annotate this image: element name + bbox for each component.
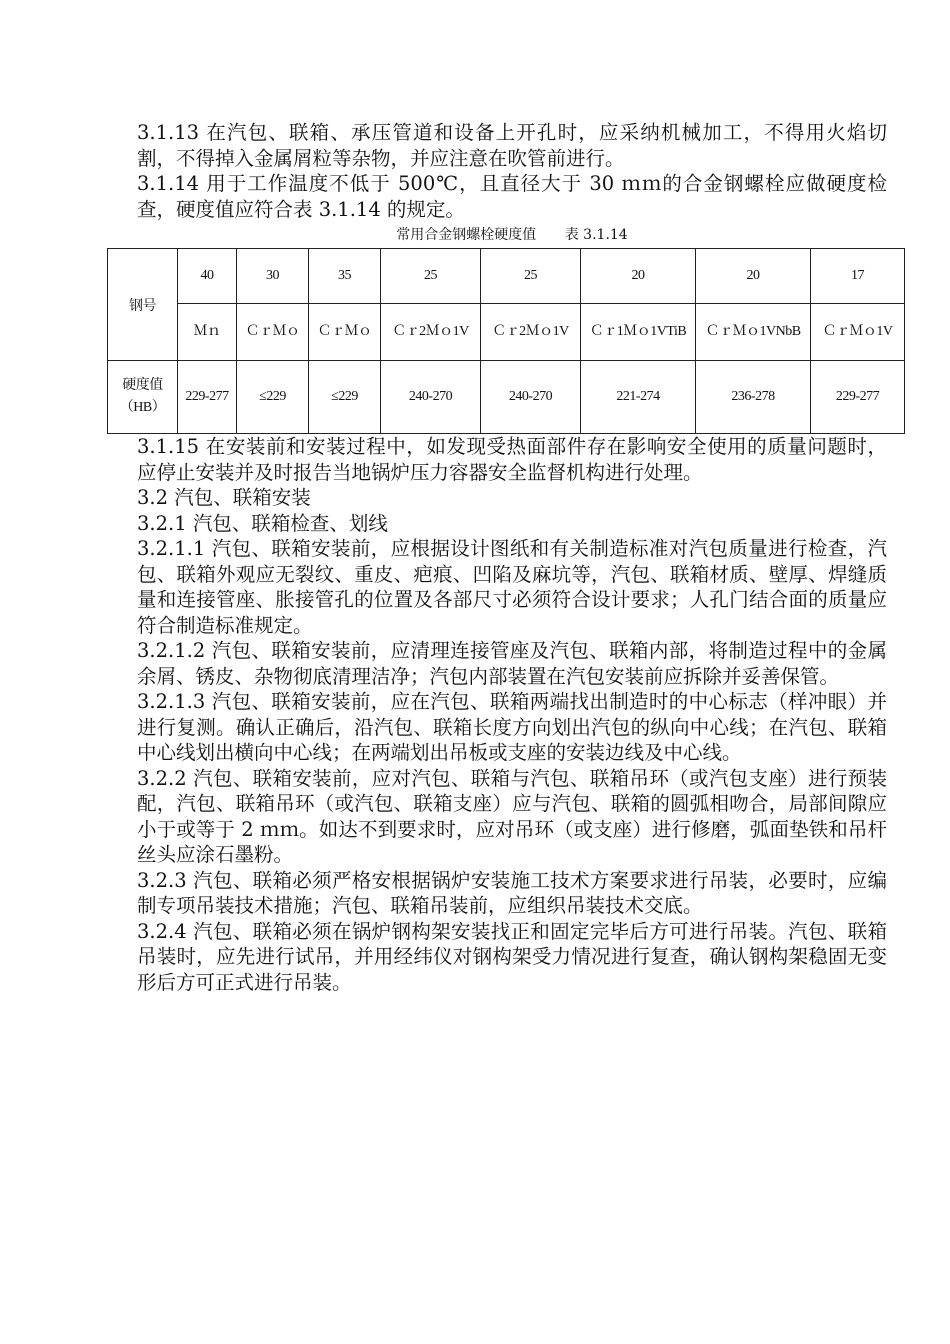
- paragraph-3-1-14: 3.1.14 用于工作温度不低于 500℃，且直径大于 30 ｍｍ的合金钢螺栓应做硬度检查，硬度值应符合表 3.1.14 的规定。: [137, 172, 887, 221]
- hardness-header-cell: 硬度值（HB）: [108, 361, 178, 434]
- hardness-value-cell: 229-277: [178, 361, 237, 434]
- paragraph-3-2-1-3: 3.2.1.3 汽包、联箱安装前，应在汽包、联箱两端找出制造时的中心标志（样冲眼）并进行复测。确认正确后，沿汽包、联箱长度方向划出汽包的纵向中心线；在汽包、联箱中心线划出横向中心线；在两端划出吊板或支座的安装边线及中心线。: [137, 690, 887, 764]
- table-caption: [137, 224, 887, 244]
- table-caption-number: 表 3.1.14: [564, 227, 628, 243]
- hardness-value-cell: ≤229: [237, 361, 309, 434]
- table-caption-title: 常用合金钢螺栓硬度值: [396, 227, 537, 243]
- paragraph-3-2-1-1: 3.2.1.1 汽包、联箱安装前，应根据设计图纸和有关制造标准对汽包质量进行检查，汽包、联箱外观应无裂纹、重皮、疤痕、凹陷及麻坑等，汽包、联箱材质、壁厚、焊缝质量和连接管座、胀接管孔的位置及各部尺寸必须符合设计要求；人孔门结合面的质量应符合制造标准规定。: [137, 537, 887, 637]
- paragraph-3-2-3: 3.2.3 汽包、联箱必须严格安根据锅炉安装施工技术方案要求进行吊装，必要时，应编制专项吊装技术措施；汽包、联箱吊装前，应组织吊装技术交底。: [137, 868, 887, 917]
- grade-number-cell: 20: [581, 249, 696, 304]
- hardness-value-cell: 221-274: [581, 361, 696, 434]
- grade-number-cell: 35: [309, 249, 381, 304]
- grade-name-cell: ＣｒＭｏ1VNbB: [696, 304, 811, 361]
- grade-number-cell: 17: [811, 249, 905, 304]
- bolt-hardness-table: [107, 248, 905, 434]
- grade-number-cell: 40: [178, 249, 237, 304]
- paragraph-3-2-1-2: 3.2.1.2 汽包、联箱安装前，应清理连接管座及汽包、联箱内部，将制造过程中的金属余屑、锈皮、杂物彻底清理洁净；汽包内部装置在汽包安装前应拆除并妥善保管。: [137, 639, 887, 688]
- grade-number-cell: 30: [237, 249, 309, 304]
- grade-name-cell: Ｍｎ: [178, 304, 237, 361]
- document-page: [119, 120, 893, 995]
- paragraph-3-2-2: 3.2.2 汽包、联箱安装前，应对汽包、联箱与汽包、联箱吊环（或汽包支座）进行预装配，汽包、联箱吊环（或汽包、联箱支座）应与汽包、联箱的圆弧相吻合，局部间隙应小于或等于 2 ｍｍ。如达不到要求时，应对吊环（或支座）进行修磨，弧面垫铁和吊杆丝头应涂石墨粉。: [137, 766, 887, 866]
- paragraph-3-1-15: 3.1.15 在安装前和安装过程中，如发现受热面部件存在影响安全使用的质量问题时，应停止安装并及时报告当地锅炉压力容器安全监督机构进行处理。: [137, 435, 887, 484]
- grade-header-cell: 钢号: [108, 249, 178, 361]
- grade-name-cell: Ｃｒ2Ｍｏ1V: [481, 304, 581, 361]
- hardness-value-cell: ≤229: [309, 361, 381, 434]
- body-text-after-table: [137, 434, 887, 995]
- grade-name-cell: Ｃｒ1Ｍｏ1VTiB: [581, 304, 696, 361]
- paragraph-3-2-4: 3.2.4 汽包、联箱必须在锅炉钢构架安装找正和固定完毕后方可进行吊装。汽包、联箱吊装时，应先进行试吊，并用经纬仪对钢构架受力情况进行复查，确认钢构架稳固无变形后方可正式进行吊装。: [137, 919, 887, 994]
- grade-number-cell: 20: [696, 249, 811, 304]
- hardness-value-cell: 240-270: [481, 361, 581, 434]
- hardness-value-cell: 229-277: [811, 361, 905, 434]
- grade-number-cell: 25: [481, 249, 581, 304]
- heading-3-2-1: 3.2.1 汽包、联箱检查、划线: [137, 511, 388, 535]
- grade-number-cell: 25: [381, 249, 481, 304]
- grade-name-cell: Ｃｒ2Ｍｏ1V: [381, 304, 481, 361]
- hardness-value-cell: 240-270: [381, 361, 481, 434]
- hardness-value-cell: 236-278: [696, 361, 811, 434]
- heading-3-2: 3.2 汽包、联箱安装: [137, 486, 311, 509]
- grade-name-cell: ＣｒＭｏ: [237, 304, 309, 361]
- grade-name-cell: ＣｒＭｏ1V: [811, 304, 905, 361]
- grade-name-cell: ＣｒＭｏ: [309, 304, 381, 361]
- paragraph-3-1-13: 3.1.13 在汽包、联箱、承压管道和设备上开孔时，应采纳机械加工，不得用火焰切割，不得掉入金属屑粒等杂物，并应注意在吹管前进行。: [137, 121, 887, 170]
